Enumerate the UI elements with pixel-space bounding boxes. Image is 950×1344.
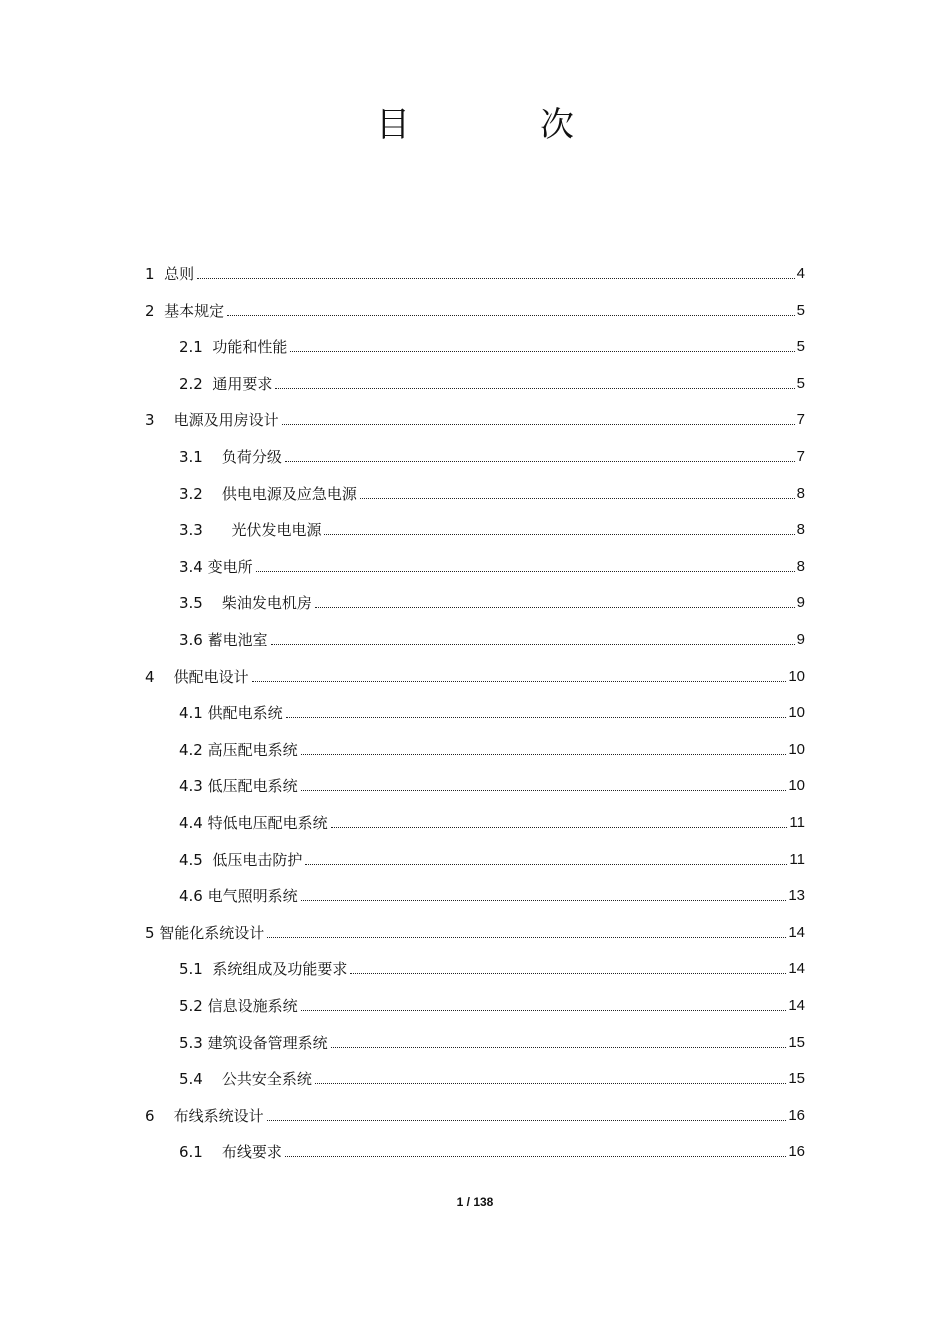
toc-page-number: 11 <box>789 814 805 831</box>
toc-entry-label: 4.4 特低电压配电系统 <box>179 814 328 832</box>
toc-dot-leader <box>267 936 786 938</box>
toc-page-number: 5 <box>796 301 805 319</box>
toc-entry[interactable] <box>179 980 805 1016</box>
toc-entry-label: 4.3 低压配电系统 <box>179 777 298 796</box>
toc-entry[interactable] <box>179 358 805 394</box>
toc-entry-label: 2.1 功能和性能 <box>179 338 288 357</box>
toc-entry[interactable] <box>179 504 805 540</box>
toc-entry[interactable] <box>145 651 805 687</box>
page-title: 目 次 <box>376 105 622 145</box>
toc-page-number: 11 <box>789 850 805 868</box>
toc-dot-leader <box>301 753 787 755</box>
toc-entry-label: 2 基本规定 <box>145 301 225 320</box>
toc-entry-label: 4.1 供配电系统 <box>179 704 283 723</box>
toc-entry[interactable] <box>179 614 805 650</box>
toc-dot-leader <box>290 350 794 352</box>
toc-entry-label: 4 供配电设计 <box>145 667 249 686</box>
toc-entry[interactable] <box>179 577 805 613</box>
toc-page-number: 7 <box>796 411 805 429</box>
toc-page-number: 10 <box>788 704 805 722</box>
toc-entry[interactable] <box>179 468 805 504</box>
toc-entry-label: 2.2 通用要求 <box>179 374 273 393</box>
toc-dot-leader <box>227 314 795 316</box>
toc-dot-leader <box>350 972 786 974</box>
toc-page-number: 15 <box>788 1033 805 1051</box>
toc-entry[interactable] <box>179 541 805 577</box>
toc-dot-leader <box>301 1009 787 1011</box>
toc-entry-label: 1 总则 <box>145 265 195 283</box>
toc-entry[interactable] <box>145 248 805 284</box>
toc-entry[interactable] <box>179 797 805 833</box>
page-number-footer: 1 / 138 <box>456 1195 494 1209</box>
toc-dot-leader <box>315 606 795 608</box>
toc-entry-label: 5.2 信息设施系统 <box>179 997 298 1015</box>
toc-entry[interactable] <box>179 321 805 357</box>
toc-entry[interactable] <box>179 1126 805 1162</box>
toc-entry-label: 5 智能化系统设计 <box>145 923 265 942</box>
toc-page-number: 16 <box>788 1106 805 1124</box>
toc-entry-label: 3.2 供电电源及应急电源 <box>179 484 357 503</box>
toc-entry[interactable] <box>179 834 805 870</box>
toc-dot-leader <box>282 423 795 425</box>
toc-page-number: 15 <box>788 1070 805 1088</box>
toc-dot-leader <box>267 1119 787 1121</box>
toc-page-number: 14 <box>788 997 805 1014</box>
toc-entry[interactable] <box>179 1017 805 1053</box>
toc-dot-leader <box>301 789 787 791</box>
toc-entry-label: 4.2 高压配电系统 <box>179 740 298 759</box>
toc-entry-label: 3.4 变电所 <box>179 557 253 576</box>
toc-dot-leader <box>285 1155 786 1157</box>
toc-page-number: 5 <box>796 338 805 356</box>
toc-dot-leader <box>256 570 795 572</box>
toc-entry[interactable] <box>179 687 805 723</box>
toc-entry-label: 5.3 建筑设备管理系统 <box>179 1033 328 1052</box>
toc-entry[interactable] <box>179 724 805 760</box>
toc-dot-leader <box>285 460 795 462</box>
toc-entry[interactable] <box>145 1090 805 1126</box>
toc-page-number: 9 <box>796 594 805 612</box>
toc-page-number: 5 <box>796 374 805 392</box>
toc-dot-leader <box>360 497 795 499</box>
toc-dot-leader <box>331 826 788 828</box>
toc-page-number: 10 <box>788 667 805 685</box>
toc-entry-label: 4.6 电气照明系统 <box>179 887 298 906</box>
toc-page-number: 16 <box>788 1143 805 1161</box>
toc-page-number: 8 <box>796 557 805 575</box>
toc-dot-leader <box>305 863 787 865</box>
toc-dot-leader <box>324 533 794 535</box>
toc-dot-leader <box>331 1046 787 1048</box>
toc-entry[interactable] <box>179 943 805 979</box>
toc-page-number: 9 <box>796 631 805 648</box>
toc-entry-label: 3.6 蓄电池室 <box>179 631 268 649</box>
toc-dot-leader <box>301 899 787 901</box>
toc-page-number: 4 <box>796 265 805 282</box>
toc-page-number: 14 <box>788 960 805 978</box>
toc-entry[interactable] <box>145 907 805 943</box>
toc-entry[interactable] <box>179 431 805 467</box>
toc-dot-leader <box>315 1082 786 1084</box>
toc-entry[interactable] <box>145 285 805 321</box>
toc-dot-leader <box>275 387 794 389</box>
toc-entry-label: 4.5 低压电击防护 <box>179 850 303 869</box>
toc-dot-leader <box>252 680 787 682</box>
toc-entry[interactable] <box>179 760 805 796</box>
toc-entry[interactable] <box>179 1053 805 1089</box>
toc-entry-label: 5.1 系统组成及功能要求 <box>179 960 348 979</box>
toc-page-number: 10 <box>788 740 805 758</box>
toc-entry-label: 5.4 公共安全系统 <box>179 1070 312 1089</box>
toc-page-number: 10 <box>788 777 805 795</box>
toc-entry-label: 6 布线系统设计 <box>145 1106 264 1125</box>
toc-dot-leader <box>286 716 787 718</box>
toc-dot-leader <box>271 643 795 645</box>
toc-page-number: 14 <box>788 923 805 941</box>
toc-entry[interactable] <box>145 394 805 430</box>
toc-entry[interactable] <box>179 870 805 906</box>
toc-entry-label: 3.5 柴油发电机房 <box>179 594 312 613</box>
toc-dot-leader <box>197 277 795 279</box>
toc-entry-label: 3 电源及用房设计 <box>145 411 279 430</box>
toc-page-number: 13 <box>788 887 805 905</box>
toc-entry-label: 3.1 负荷分级 <box>179 448 282 466</box>
toc-page-number: 7 <box>796 448 805 465</box>
toc-page-number: 8 <box>796 521 805 539</box>
toc-entry-label: 3.3 光伏发电电源 <box>179 521 322 540</box>
toc-entry-label: 6.1 布线要求 <box>179 1143 282 1162</box>
toc-page-number: 8 <box>796 484 805 502</box>
